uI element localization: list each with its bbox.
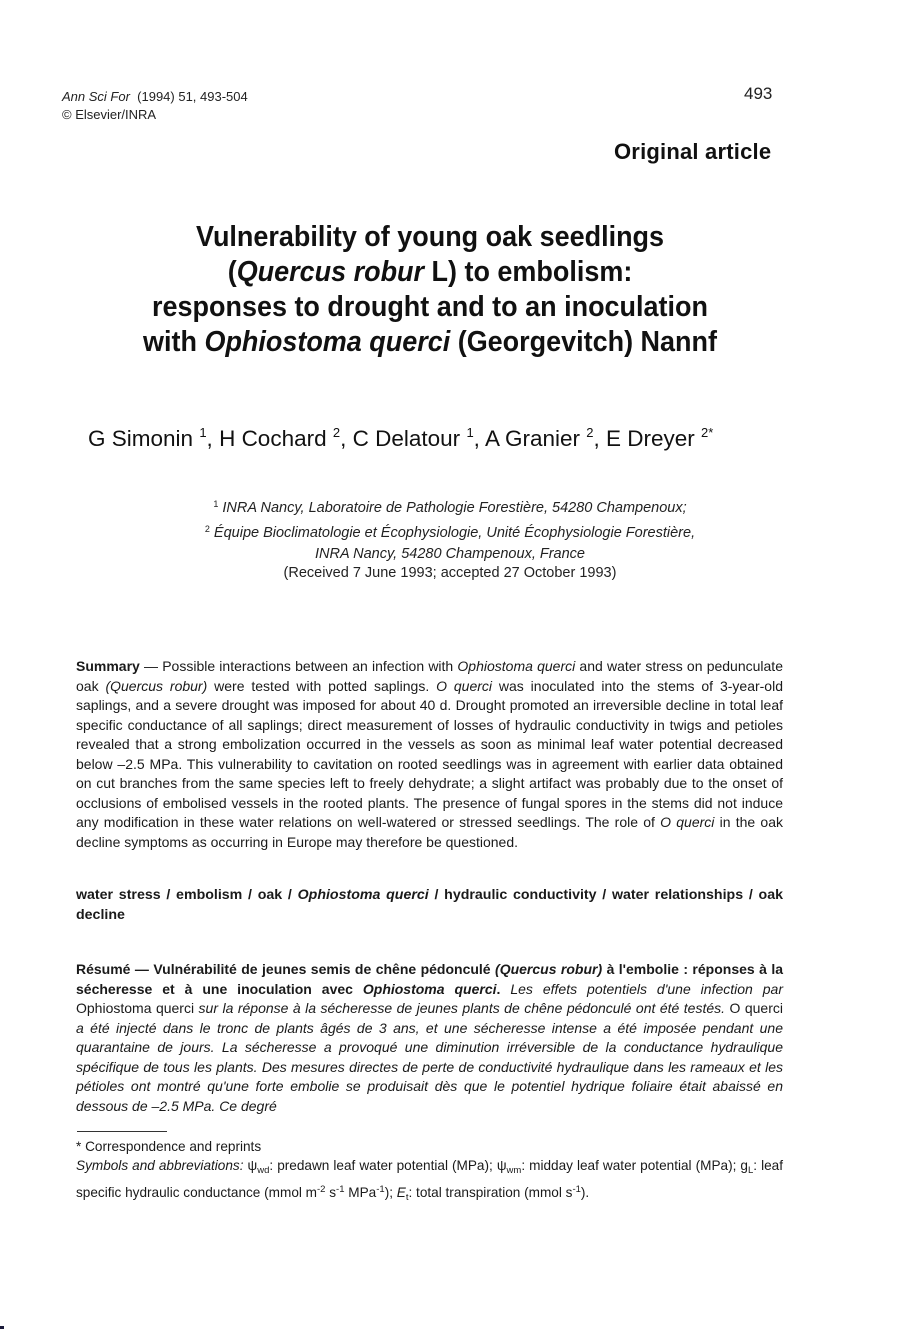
author-affil-mark: 1 [466, 425, 474, 440]
abbrev-text: ). [580, 1185, 590, 1200]
title-with: with [143, 326, 205, 358]
title-species-ophiostoma: Ophiostoma querci [204, 326, 451, 358]
author [353, 426, 485, 451]
keywords-text: / hydraulic conductivity / water relationships / oak decline [76, 887, 783, 923]
journal-volume-pages: (1994) 51, 493-504 [137, 89, 248, 104]
affiliation-text: Équipe Bioclimatologie et Écophysiologie, Unité Écophysiologie Forestière, [213, 525, 696, 541]
abbrev-text: MPa [344, 1185, 377, 1200]
summary-species: O querci [660, 814, 715, 830]
psi-symbol: ψ [496, 1158, 507, 1173]
affiliations [120, 494, 780, 565]
author-sep: , [206, 426, 220, 451]
author [606, 426, 713, 451]
paper-title [105, 220, 756, 360]
article-type: Original article [614, 139, 772, 164]
resume-title-species: (Quercus robur) [495, 961, 603, 977]
resume-title-end: . [496, 980, 501, 997]
resume-text: a été injecté dans le tronc de plants âgés de 3 ans, et une sécheresse intense a été imposée pendant une quarantaine de jours. La sécheresse a provoqué une diminution irréversible de la conductance hydraulique spécifique de tous les plants. Des mesures directes de perte de conductivité hydraulique dans les rameaux et les pétioles ont montré qu'une forte embolie se produisait dès que le potentiel hydrique foliaire était abaissé en dessous de –2.5 MPa. Ce degré [76, 1019, 783, 1114]
resume-title: Vulnérabilité de jeunes semis de chêne pédonculé [153, 961, 496, 977]
summary-text: was inoculated into the stems of 3-year-old saplings, and a severe drought was imposed for about 40 d. Drought promoted an irreversible decline in total leaf specific conductance of all saplings; direct measurement of losses of hydraulic conductivity in twigs and petioles revealed that a strong embolization occurred in the vessels as soon as minimal leaf water potential decreased below –2.5 MPa. This vulnerability to cavitation on rooted seedlings was in agreement with earlier data obtained on cut branches from the same species left to freely dehydrate; a slight artifact was probably due to the onset of occlusions of embolised vessels in the rooted plants. The presence of fungal spores in the stems did not induce any modification in these water relations on well-watered or stressed seedlings. The role of [76, 677, 783, 830]
resume-title-species: Ophiostoma querci [362, 980, 497, 997]
abbrev-text: ); [384, 1185, 397, 1200]
title-line-2-rest: L) to embolism: [424, 256, 633, 288]
summary-text: were tested with potted saplings. [207, 677, 437, 694]
author-sep: , [593, 426, 606, 451]
title-line-3: responses to drought and to an inoculation [152, 291, 708, 323]
e-symbol: E [396, 1185, 406, 1200]
abbrev-text: : midday leaf water potential (MPa); [521, 1158, 741, 1173]
superscript: -2 [317, 1184, 326, 1195]
affiliation-number: 1 [213, 499, 219, 509]
superscript: -1 [572, 1184, 581, 1195]
title-line-4-rest: (Georgevitch) Nannf [450, 326, 717, 358]
title-species-quercus: Quercus robur [236, 256, 425, 288]
affiliation-2-cont: INRA Nancy, 54280 Champenoux, France [315, 546, 585, 562]
page-number: 493 [744, 84, 773, 103]
summary-text: and water stress on pedunculate oak [76, 658, 783, 694]
summary-species: (Quercus robur) [105, 677, 208, 694]
keywords [76, 885, 783, 925]
subscript: L [747, 1165, 754, 1176]
summary-species: Ophiostoma querci [457, 658, 576, 674]
journal-citation [62, 88, 248, 124]
abbrev-text: s [325, 1185, 337, 1200]
author-affil-mark: 2* [701, 425, 714, 440]
author-name: A Granier [484, 426, 580, 451]
superscript: -1 [336, 1184, 345, 1195]
title-line-1: Vulnerability of young oak seedlings [195, 221, 665, 253]
author-affil-mark: 2 [586, 425, 594, 440]
author [88, 426, 219, 451]
summary-abstract [76, 657, 783, 852]
g-symbol: g [740, 1158, 748, 1173]
footnote-divider [77, 1131, 167, 1132]
author-name: H Cochard [219, 426, 327, 451]
keyword-species: Ophiostoma querci [297, 887, 429, 903]
summary-text: in the oak decline symptoms as occurring in Europe may therefore be questioned. [76, 814, 783, 850]
author-name: C Delatour [352, 426, 461, 451]
title-paren: ( [227, 256, 237, 288]
summary-label: Summary [76, 658, 140, 674]
author-affil-mark: 2 [332, 425, 341, 440]
summary-text: Possible interactions between an infection with [162, 658, 458, 674]
journal-abbrev: Ann Sci For [62, 89, 130, 104]
resume-species: O querci [729, 1000, 783, 1016]
summary-species: O querci [436, 677, 493, 694]
title-line-4 [105, 325, 756, 360]
resume-label: Résumé [76, 961, 131, 977]
resume-title: à l'embolie : réponses à la sécheresse et à une inoculation avec [76, 961, 783, 997]
footnotes [76, 1137, 783, 1207]
copyright: © Elsevier/INRA [62, 107, 157, 122]
subscript: wd [257, 1165, 270, 1176]
author-sep: , [473, 426, 485, 451]
resume-dash: — [130, 961, 154, 977]
author-name: E Dreyer [606, 426, 695, 451]
affiliation-2 [120, 519, 780, 544]
abbrev-text: : predawn leaf water potential (MPa); [269, 1158, 497, 1173]
resume-text: Les effets potentiels d'une infection par [500, 980, 784, 997]
summary-dash: — [139, 658, 163, 674]
author-name: G Simonin [88, 426, 194, 451]
title-line-2 [105, 255, 756, 290]
correspondence-note: * Correspondence and reprints [76, 1139, 262, 1154]
author-affil-mark: 1 [199, 425, 207, 440]
author-sep: , [340, 426, 353, 451]
affiliation-text: INRA Nancy, Laboratoire de Pathologie Forestière, 54280 Champenoux; [222, 500, 687, 516]
superscript: -1 [376, 1184, 385, 1195]
author [485, 426, 606, 451]
journal-reference [62, 88, 248, 106]
subscript: t [405, 1192, 409, 1203]
abbrev-text: : total transpiration (mmol s [408, 1185, 573, 1200]
abbrev-text: : leaf specific hydraulic conductance (mmol m [76, 1158, 784, 1200]
received-dates: (Received 7 June 1993; accepted 27 October 1993) [283, 565, 617, 581]
subscript: wm [506, 1165, 522, 1176]
affiliation-1 [120, 494, 780, 519]
author [219, 426, 353, 451]
author-list [88, 425, 713, 452]
psi-symbol: ψ [247, 1158, 258, 1173]
abbreviations-note [76, 1156, 783, 1207]
affiliation-number: 2 [204, 524, 210, 534]
abbreviations-label: Symbols and abbreviations: [76, 1158, 244, 1173]
resume-species: Ophiostoma querci [76, 1000, 195, 1016]
resume-abstract [76, 960, 783, 1116]
resume-text: sur la réponse à la sécheresse de jeunes plants de chêne pédonculé ont été testés. [194, 1000, 730, 1016]
keywords-text: water stress / embolism / oak / [76, 887, 298, 903]
